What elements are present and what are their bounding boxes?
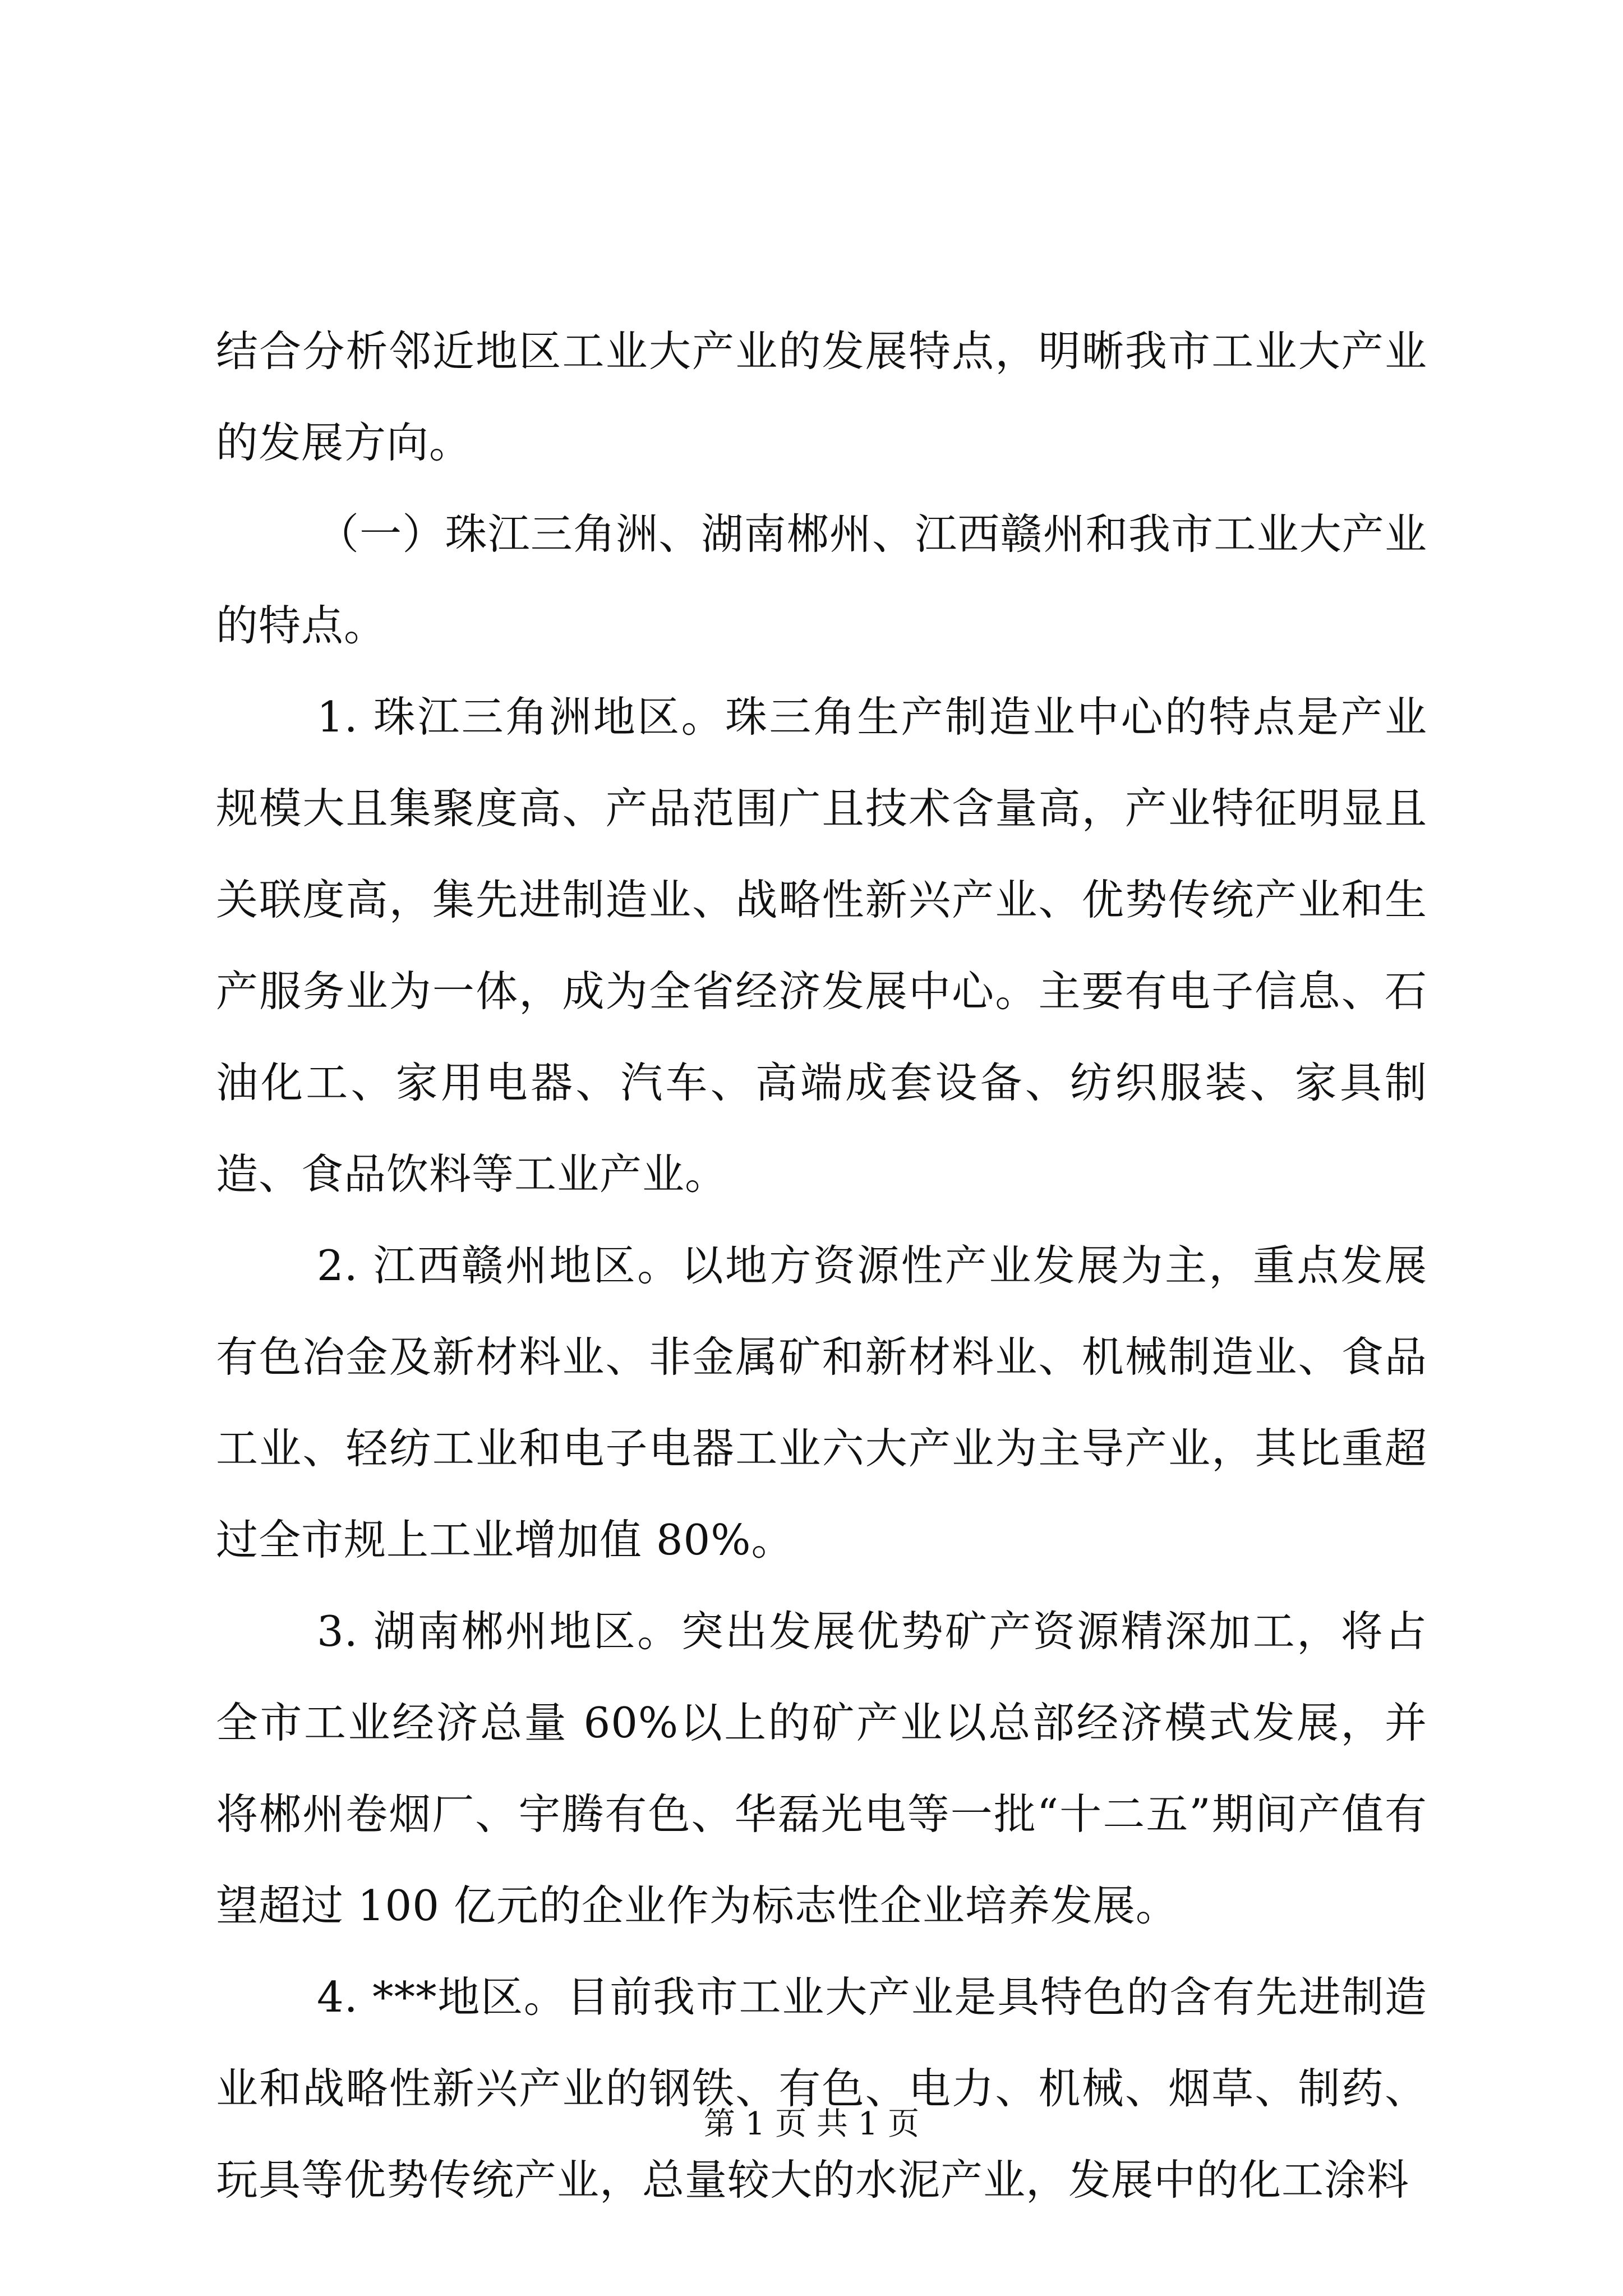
page-footer: 第 1 页 共 1 页 xyxy=(703,2106,920,2142)
paragraph-item-2: 2. 江西赣州地区。以地方资源性产业发展为主，重点发展有色冶金及新材料业、非金属矿和新材料业、机械制造业、食品工业、轻纺工业和电子电器工业六大产业为主导产业，其比重超过全市规上工业增加值 80%。 xyxy=(216,1241,1427,1565)
document-body xyxy=(216,306,1427,2226)
paragraph-item-3: 3. 湖南郴州地区。突出发展优势矿产资源精深加工，将占全市工业经济总量 60%以上的矿产业以总部经济模式发展，并将郴州卷烟厂、宇腾有色、华磊光电等一批“十二五”期间产值有望超过 100 亿元的企业作为标志性企业培养发展。 xyxy=(216,1607,1427,1930)
paragraph-section-heading: （一）珠江三角洲、湖南郴州、江西赣州和我市工业大产业的特点。 xyxy=(216,509,1427,650)
paragraph-intro: 结合分析邻近地区工业大产业的发展特点，明晰我市工业大产业的发展方向。 xyxy=(216,326,1427,467)
paragraph-item-4: 4. ***地区。目前我市工业大产业是具特色的含有先进制造业和战略性新兴产业的钢铁、有色、电力、机械、烟草、制药、玩具等优势传统产业，总量较大的水泥产业，发展中的化工涂料 xyxy=(216,1972,1427,2205)
paragraph-item-1: 1. 珠江三角洲地区。珠三角生产制造业中心的特点是产业规模大且集聚度高、产品范围广且技术含量高，产业特征明显且关联度高，集先进制造业、战略性新兴产业、优势传统产业和生产服务业为一体，成为全省经济发展中心。主要有电子信息、石油化工、家用电器、汽车、高端成套设备、纺织服装、家具制造、食品饮料等工业产业。 xyxy=(216,692,1427,1199)
